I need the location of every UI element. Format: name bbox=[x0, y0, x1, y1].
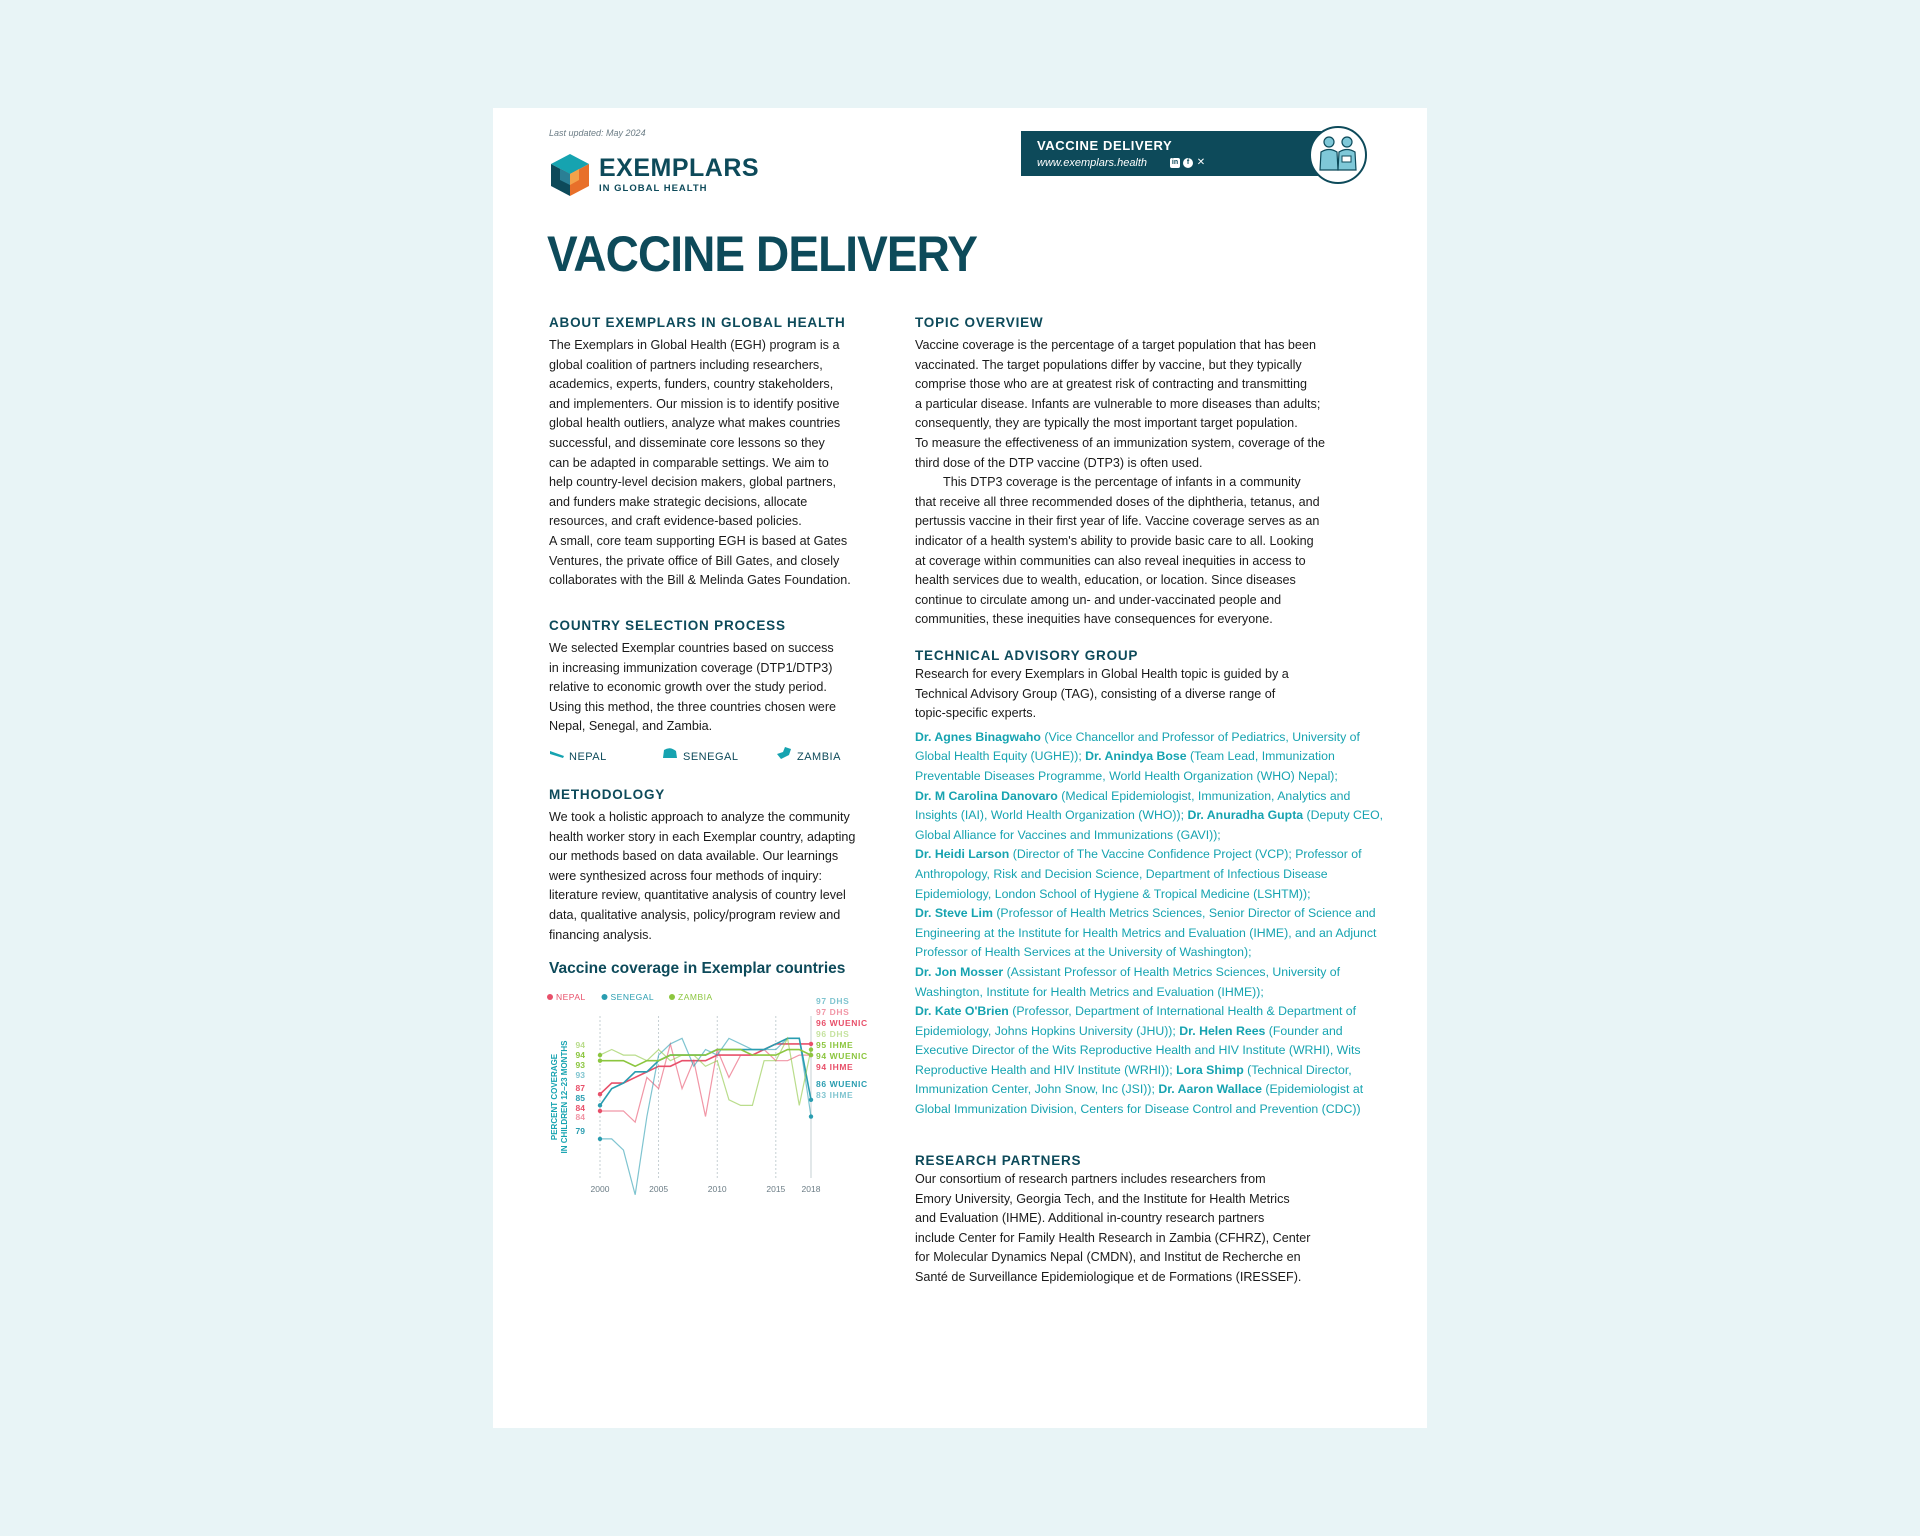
text-line: and implementers. Our mission is to identify positive bbox=[549, 396, 840, 411]
methodology-heading: METHODOLOGY bbox=[549, 787, 666, 802]
end-value-label: 95 IHME bbox=[816, 1040, 854, 1050]
text-line: include Center for Family Health Research in Zambia (CFHRZ), Center bbox=[915, 1230, 1311, 1245]
member-role: (Professor of Health Metrics Sciences, Senior Director of Science and Engineering at the Institute for Health Metrics and Evaluation (IHME), and an Adjunct Professor of Health Services at the University of Washington); bbox=[915, 906, 1377, 960]
end-value-label: 94 IHME bbox=[816, 1062, 854, 1072]
end-value-label: 97 DHS bbox=[816, 1007, 850, 1017]
selection-section bbox=[549, 617, 889, 767]
x-tick-label: 2018 bbox=[801, 1184, 821, 1194]
legend-label: NEPAL bbox=[556, 992, 586, 1002]
y-axis-label bbox=[550, 1040, 569, 1154]
member-role: (Technical Director, Immunization Center, John Snow, Inc (JSI)); bbox=[915, 1062, 1352, 1097]
member-role: (Medical Epidemiologist, Immunization, Analytics and Insights (IAI), World Health Organization (WHO)); bbox=[915, 788, 1351, 823]
text-line: help country-level decision makers, global partners, bbox=[549, 475, 836, 490]
member-name: Dr. Aaron Wallace bbox=[1158, 1082, 1262, 1097]
senegal-map-icon bbox=[661, 746, 679, 760]
member-role: (Professor, Department of International Health & Department of Epidemiology, Johns Hopkins University (JHU)); bbox=[915, 1004, 1357, 1038]
text-line: This DTP3 coverage is the percentage of infants in a community bbox=[943, 475, 1301, 490]
text-line: Emory University, Georgia Tech, and the Institute for Health Metrics bbox=[915, 1191, 1290, 1206]
methodology-section bbox=[549, 786, 889, 945]
partners-heading: RESEARCH PARTNERS bbox=[915, 1153, 1082, 1168]
series-line-zambia-ihme bbox=[600, 1038, 811, 1105]
x-twitter-icon[interactable]: ✕ bbox=[1196, 157, 1206, 168]
text-line: We took a holistic approach to analyze the community bbox=[549, 810, 850, 824]
series-line-senegal-wuenic bbox=[600, 1038, 811, 1105]
member-name: Dr. Anuradha Gupta bbox=[1187, 808, 1304, 823]
text-line: communities, these inequities have consequences for everyone. bbox=[915, 612, 1273, 627]
nepal-map-icon bbox=[549, 749, 565, 759]
vaccine-coverage-chart bbox=[545, 988, 895, 1208]
text-line: in increasing immunization coverage (DTP1/DTP3) bbox=[549, 660, 833, 675]
text-line: for Molecular Dynamics Nepal (CMDN), and Institut de Recherche en bbox=[915, 1250, 1301, 1265]
text-line: We selected Exemplar countries based on success bbox=[549, 641, 834, 655]
tag-members bbox=[915, 728, 1385, 1120]
text-line: global coalition of partners including researchers, bbox=[549, 357, 823, 372]
text-line: resources, and craft evidence-based policies. bbox=[549, 514, 802, 529]
text-line: Vaccine coverage is the percentage of a target population that has been bbox=[915, 338, 1316, 352]
topic-body bbox=[915, 336, 1385, 630]
text-line: and funders make strategic decisions, allocate bbox=[549, 494, 808, 509]
end-value-label: 86 WUENIC bbox=[816, 1079, 868, 1089]
text-line: third dose of the DTP vaccine (DTP3) is often used. bbox=[915, 455, 1203, 470]
text-line: Our consortium of research partners includes researchers from bbox=[915, 1172, 1266, 1186]
series-start-point bbox=[598, 1109, 602, 1113]
text-line: successful, and disseminate core lessons so they bbox=[549, 435, 825, 450]
text-line: health worker story in each Exemplar country, adapting bbox=[549, 829, 856, 844]
legend-dot bbox=[547, 994, 553, 1000]
end-value-label: 96 WUENIC bbox=[816, 1018, 868, 1028]
health-workers-badge bbox=[1309, 126, 1367, 184]
series-end-point bbox=[809, 1042, 813, 1046]
page-title: VACCINE DELIVERY bbox=[547, 226, 978, 282]
chart-title: Vaccine coverage in Exemplar countries bbox=[549, 960, 846, 977]
text-line: topic-specific experts. bbox=[915, 706, 1037, 721]
text-line: Nepal, Senegal, and Zambia. bbox=[549, 719, 713, 734]
y-axis-label-line: PERCENT COVERAGE bbox=[550, 1053, 559, 1141]
member-role: (Team Lead, Immunization Preventable Diseases Programme, World Health Organization (WHO) Nepal); bbox=[915, 749, 1338, 783]
start-value-label: 94 bbox=[575, 1040, 585, 1050]
member-name: Dr. Agnes Binagwaho bbox=[915, 729, 1041, 744]
series-end-point bbox=[809, 1047, 813, 1051]
text-line: comprise those who are at greatest risk of contracting and transmitting bbox=[915, 377, 1307, 392]
health-workers-icon bbox=[1311, 128, 1365, 182]
member-name: Dr. Helen Rees bbox=[1179, 1023, 1266, 1038]
text-line: literature review, quantitative analysis of country level bbox=[549, 888, 846, 903]
series-end-point bbox=[809, 1114, 813, 1118]
start-value-label: 79 bbox=[575, 1126, 585, 1136]
member-role: (Director of The Vaccine Confidence Project (VCP); Professor of Anthropology, Risk and Decision Science, Department of Infectious Disease Epidemiology, London School of Hygiene & Tropical Medicine (LSHTM)); bbox=[915, 847, 1362, 901]
y-axis-label-line: IN CHILDREN 12–23 MONTHS bbox=[560, 1040, 569, 1154]
member-name: Dr. Steve Lim bbox=[915, 906, 993, 921]
about-heading: ABOUT EXEMPLARS IN GLOBAL HEALTH bbox=[549, 315, 846, 330]
member-role: (Epidemiologist at Global Immunization Division, Centers for Disease Control and Prevention (CDC)) bbox=[915, 1082, 1364, 1117]
partners-section bbox=[915, 1152, 1385, 1288]
topic-heading: TOPIC OVERVIEW bbox=[915, 315, 1044, 330]
end-value-label: 96 DHS bbox=[816, 1029, 850, 1039]
start-value-label: 93 bbox=[575, 1070, 585, 1080]
end-value-label: 83 IHME bbox=[816, 1090, 854, 1100]
member-name: Dr. Heidi Larson bbox=[915, 847, 1010, 862]
text-line: were synthesized across four methods of inquiry: bbox=[549, 868, 822, 883]
text-line: can be adapted in comparable settings. We aim to bbox=[549, 455, 829, 470]
text-line: consequently, they are typically the most important target population. bbox=[915, 416, 1298, 431]
legend-dot bbox=[669, 994, 675, 1000]
last-updated: Last updated: May 2024 bbox=[549, 128, 646, 138]
nepal-label: NEPAL bbox=[569, 750, 607, 763]
member-role: (Vice Chancellor and Professor of Pediatrics, University of Global Health Equity (UGHE)); bbox=[915, 729, 1360, 764]
selection-heading: COUNTRY SELECTION PROCESS bbox=[549, 618, 786, 633]
tag-heading: TECHNICAL ADVISORY GROUP bbox=[915, 648, 1139, 663]
text-line: and Evaluation (IHME). Additional in-country research partners bbox=[915, 1211, 1265, 1226]
member-name: Dr. Anindya Bose bbox=[1085, 749, 1187, 764]
cube-logo-icon bbox=[549, 152, 591, 198]
x-tick-label: 2000 bbox=[590, 1184, 610, 1194]
tag-intro bbox=[915, 665, 1385, 724]
text-line: a particular disease. Infants are vulnerable to more diseases than adults; bbox=[915, 396, 1321, 411]
text-line: indicator of a health system's ability to provide basic care to all. Looking bbox=[915, 533, 1314, 548]
methodology-body bbox=[549, 808, 889, 945]
legend-label: ZAMBIA bbox=[678, 992, 713, 1002]
text-line: relative to economic growth over the study period. bbox=[549, 680, 827, 695]
text-line: collaborates with the Bill & Melinda Gates Foundation. bbox=[549, 573, 851, 588]
partners-body bbox=[915, 1170, 1385, 1288]
country-legend bbox=[549, 745, 889, 767]
zambia-map-icon bbox=[775, 746, 793, 760]
text-line: A small, core team supporting EGH is based at Gates bbox=[549, 533, 848, 548]
website-link[interactable]: www.exemplars.health bbox=[1037, 157, 1148, 169]
text-line: our methods based on data available. Our learnings bbox=[549, 849, 839, 864]
text-line: Research for every Exemplars in Global Health topic is guided by a bbox=[915, 667, 1289, 681]
text-line: at coverage within communities can also reveal inequities in access to bbox=[915, 553, 1306, 568]
text-line: health services due to wealth, education, or location. Since diseases bbox=[915, 573, 1296, 588]
text-line: pertussis vaccine in their first year of life. Vaccine coverage serves as an bbox=[915, 514, 1320, 529]
tag-section bbox=[915, 647, 1385, 1120]
topic-section bbox=[915, 314, 1385, 630]
series-start-point bbox=[598, 1137, 602, 1141]
topic-banner bbox=[1021, 131, 1331, 176]
text-line: vaccinated. The target populations differ by vaccine, but they typically bbox=[915, 357, 1302, 372]
member-name: Dr. Jon Mosser bbox=[915, 964, 1004, 979]
zambia-label: ZAMBIA bbox=[797, 750, 841, 763]
about-section bbox=[549, 314, 889, 591]
start-value-label: 94 bbox=[575, 1050, 585, 1060]
series-start-point bbox=[598, 1103, 602, 1107]
logo-wordmark: EXEMPLARS bbox=[599, 154, 760, 182]
member-name: Dr. Kate O'Brien bbox=[915, 1004, 1009, 1019]
text-line: academics, experts, funders, country stakeholders, bbox=[549, 377, 834, 392]
text-line: Technical Advisory Group (TAG), consisting of a diverse range of bbox=[915, 686, 1276, 701]
linkedin-icon[interactable]: in bbox=[1171, 159, 1179, 166]
text-line: continue to circulate among un- and under-vaccinated people and bbox=[915, 592, 1282, 607]
text-line: The Exemplars in Global Health (EGH) program is a bbox=[549, 338, 840, 352]
text-line: financing analysis. bbox=[549, 927, 652, 942]
series-start-point bbox=[598, 1092, 602, 1096]
legend-dot bbox=[602, 994, 608, 1000]
legend-label: SENEGAL bbox=[610, 992, 655, 1002]
logo-subtitle: IN GLOBAL HEALTH bbox=[599, 183, 708, 194]
series-end-point bbox=[809, 1098, 813, 1102]
member-role: (Deputy CEO, Global Alliance for Vaccines and Immunizations (GAVI)); bbox=[915, 808, 1384, 842]
series-start-point bbox=[598, 1058, 602, 1062]
end-value-label: 97 DHS bbox=[816, 996, 850, 1006]
start-value-label: 85 bbox=[575, 1093, 585, 1103]
text-line: global health outliers, analyze what makes countries bbox=[549, 416, 841, 431]
x-tick-label: 2015 bbox=[766, 1184, 786, 1194]
selection-body bbox=[549, 639, 889, 737]
start-value-label: 84 bbox=[575, 1112, 585, 1122]
text-line: Using this method, the three countries chosen were bbox=[549, 699, 837, 714]
member-name: Lora Shimp bbox=[1176, 1062, 1244, 1077]
start-value-label: 84 bbox=[575, 1103, 585, 1113]
text-line: Santé de Surveillance Epidemiologique et de Formations (IRESSEF). bbox=[915, 1269, 1302, 1284]
end-value-label: 94 WUENIC bbox=[816, 1051, 868, 1061]
start-value-label: 93 bbox=[575, 1060, 585, 1070]
text-line: that receive all three recommended doses of the diphtheria, tetanus, and bbox=[915, 494, 1320, 509]
text-line: data, qualitative analysis, policy/program review and bbox=[549, 907, 841, 922]
facebook-icon[interactable]: f bbox=[1183, 158, 1193, 168]
text-line: To measure the effectiveness of an immunization system, coverage of the bbox=[915, 435, 1325, 450]
x-tick-label: 2010 bbox=[707, 1184, 727, 1194]
about-body bbox=[549, 336, 889, 591]
banner-title: VACCINE DELIVERY bbox=[1037, 138, 1173, 153]
series-line-zambia-wuenic bbox=[600, 1050, 811, 1067]
start-value-label: 87 bbox=[575, 1083, 585, 1093]
member-role: (Assistant Professor of Health Metrics Sciences, University of Washington, Institute for Health Metrics and Evaluation (IHME)); bbox=[915, 964, 1341, 999]
member-name: Dr. M Carolina Danovaro bbox=[915, 788, 1058, 803]
text-line: Ventures, the private office of Bill Gates, and closely bbox=[549, 553, 840, 568]
series-line-nepal-wuenic bbox=[600, 1044, 811, 1094]
x-tick-label: 2005 bbox=[649, 1184, 669, 1194]
senegal-label: SENEGAL bbox=[683, 750, 739, 763]
exemplars-logo[interactable] bbox=[549, 152, 769, 198]
member-role: (Founder and Executive Director of the Wits Reproductive Health and HIV Institute (WRHI), Wits Reproductive Health and HIV Institute (WRHI)); bbox=[915, 1023, 1361, 1077]
fact-sheet-page bbox=[493, 108, 1427, 1428]
series-start-point bbox=[598, 1053, 602, 1057]
